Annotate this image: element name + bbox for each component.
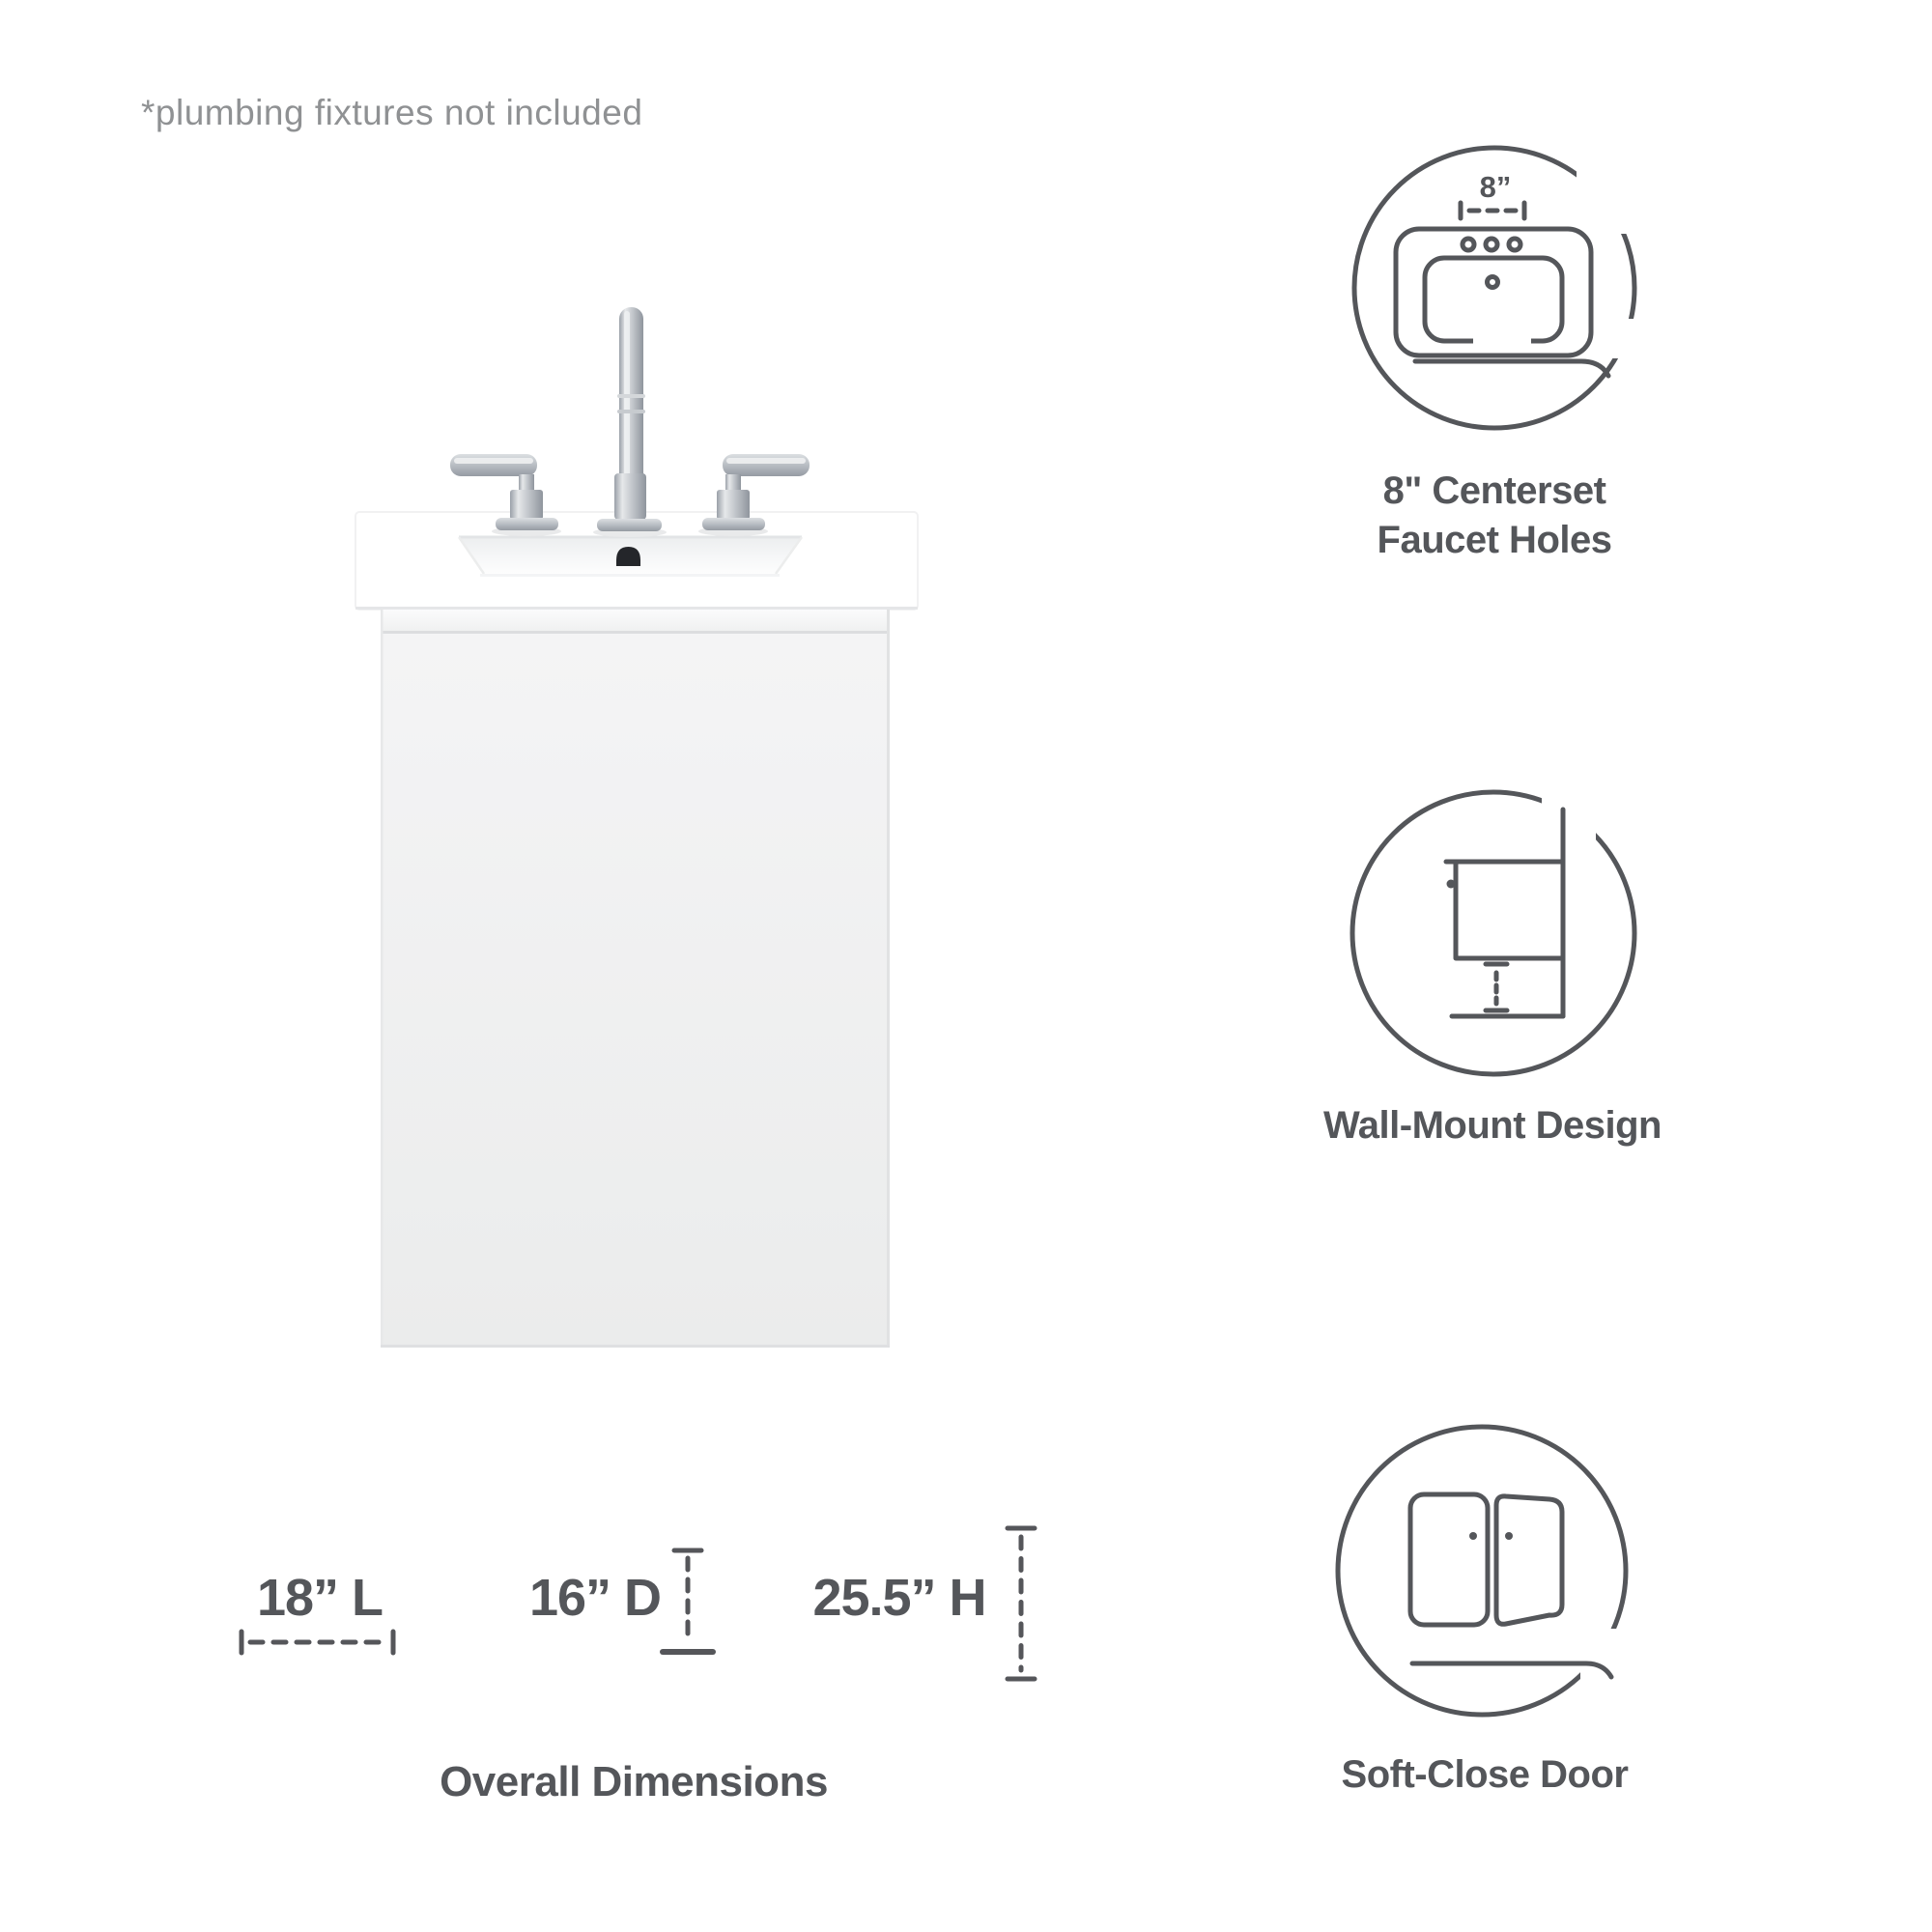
- feature-label-soft-close: Soft-Close Door: [1341, 1753, 1629, 1796]
- disclaimer-note: *plumbing fixtures not included: [141, 93, 643, 132]
- sink-centerset-icon: [1340, 133, 1649, 442]
- faucet-spout: [597, 307, 662, 531]
- overflow-hole: [616, 547, 640, 566]
- feature-label-wall-mount: Wall-Mount Design: [1323, 1104, 1662, 1147]
- dimensions-caption: Overall Dimensions: [440, 1758, 828, 1805]
- height-measure-line: [1008, 1528, 1035, 1679]
- icon-measure-label: 8”: [1479, 170, 1512, 204]
- dimension-height: 25.5” H: [812, 1569, 986, 1627]
- length-measure-line: [242, 1632, 393, 1653]
- soft-close-door-icon: [1327, 1416, 1636, 1725]
- depth-measure-line: [663, 1550, 713, 1652]
- dimension-depth: 16” D: [528, 1569, 662, 1627]
- vanity-cabinet: [381, 610, 890, 1348]
- wall-mount-icon: [1339, 779, 1648, 1088]
- faucet: [450, 307, 810, 537]
- dimension-length: 18” L: [256, 1569, 384, 1627]
- cabinet-door: [381, 634, 890, 1345]
- feature-label-faucet-holes: 8" Centerset Faucet Holes: [1377, 469, 1612, 561]
